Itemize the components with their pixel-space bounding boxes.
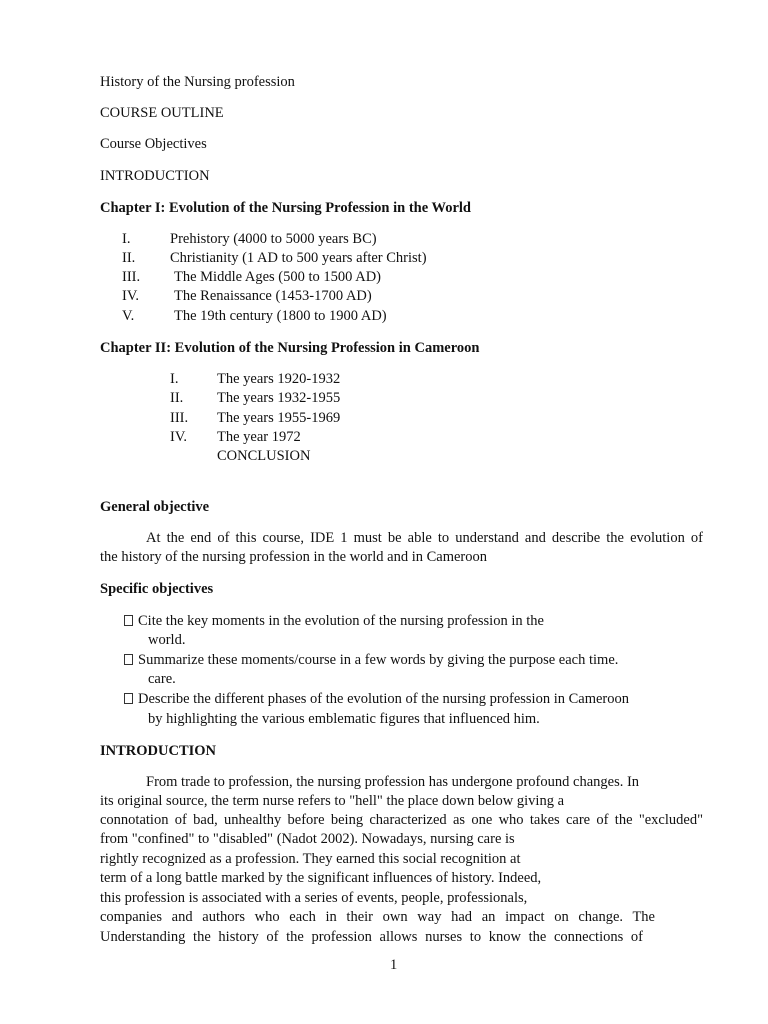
intro-paragraph-line: Understanding the history of the profession allows nurses to know the connections of xyxy=(100,929,643,945)
intro-paragraph-line: companies and authors who each in their own way had an impact on change. The xyxy=(100,909,655,925)
chapter2-heading: Chapter II: Evolution of the Nursing Profession in Cameroon xyxy=(100,340,480,356)
list-text: The years 1932-1955 xyxy=(217,390,341,406)
objective-bullet xyxy=(124,651,618,669)
bullet-text: Describe the different phases of the evolution of the nursing profession in Cameroon xyxy=(138,691,629,707)
checkbox-bullet-icon xyxy=(124,615,133,626)
bullet-text: Cite the key moments in the evolution of the nursing profession in the xyxy=(138,613,544,629)
bullet-text-continued: care. xyxy=(148,671,176,687)
list-text: The year 1972 xyxy=(217,429,301,445)
intro-paragraph-line: this profession is associated with a series of events, people, professionals, xyxy=(100,890,528,906)
page-number: 1 xyxy=(390,957,398,973)
list-number: I. xyxy=(122,231,131,247)
list-text: The 19th century (1800 to 1900 AD) xyxy=(174,308,387,324)
list-number: II. xyxy=(122,250,136,266)
general-objective-heading: General objective xyxy=(100,499,210,515)
general-objective-text-line: the history of the nursing profession in the world and in Cameroon xyxy=(100,549,488,565)
bullet-text: Summarize these moments/course in a few words by giving the purpose each time. xyxy=(138,652,619,668)
introduction-outline-item: INTRODUCTION xyxy=(100,168,210,184)
list-number: IV. xyxy=(170,429,188,445)
intro-paragraph-line: connotation of bad, unhealthy before being characterized as one who takes care of the "excluded" xyxy=(100,812,703,828)
list-number: I. xyxy=(170,371,179,387)
specific-objectives-heading: Specific objectives xyxy=(100,581,214,597)
bullet-text-continued: by highlighting the various emblematic figures that influenced him. xyxy=(148,711,540,727)
list-text: The years 1920-1932 xyxy=(217,371,341,387)
list-text: The Middle Ages (500 to 1500 AD) xyxy=(174,269,382,285)
bullet-text-continued: world. xyxy=(148,632,186,648)
intro-paragraph-line: term of a long battle marked by the significant influences of history. Indeed, xyxy=(100,870,542,886)
checkbox-bullet-icon xyxy=(124,693,133,704)
document-title: History of the Nursing profession xyxy=(100,74,295,90)
list-number: III. xyxy=(122,269,141,285)
chapter1-heading: Chapter I: Evolution of the Nursing Profession in the World xyxy=(100,200,471,216)
course-objectives-heading: Course Objectives xyxy=(100,136,207,152)
course-outline-heading: COURSE OUTLINE xyxy=(100,105,224,121)
checkbox-bullet-icon xyxy=(124,654,133,665)
intro-paragraph-line: from "confined" to "disabled" (Nadot 2002). Nowadays, nursing care is xyxy=(100,831,515,847)
list-number: IV. xyxy=(122,288,140,304)
list-text: The years 1955-1969 xyxy=(217,410,341,426)
objective-bullet xyxy=(124,690,629,708)
intro-paragraph-line: its original source, the term nurse refers to "hell" the place down below giving a xyxy=(100,793,565,809)
general-objective-text-line: At the end of this course, IDE 1 must be able to understand and describe the evolution of xyxy=(146,530,703,546)
intro-paragraph-line: rightly recognized as a profession. They earned this social recognition at xyxy=(100,851,521,867)
introduction-heading: INTRODUCTION xyxy=(100,743,217,759)
conclusion-outline-item: CONCLUSION xyxy=(217,448,311,464)
objective-bullet xyxy=(124,612,596,630)
list-text: Prehistory (4000 to 5000 years BC) xyxy=(170,231,377,247)
list-text: Christianity (1 AD to 500 years after Christ) xyxy=(170,250,427,266)
intro-paragraph-line: From trade to profession, the nursing profession has undergone profound changes. In xyxy=(146,774,640,790)
list-text: The Renaissance (1453-1700 AD) xyxy=(174,288,372,304)
list-number: II. xyxy=(170,390,184,406)
list-number: V. xyxy=(122,308,135,324)
list-number: III. xyxy=(170,410,189,426)
